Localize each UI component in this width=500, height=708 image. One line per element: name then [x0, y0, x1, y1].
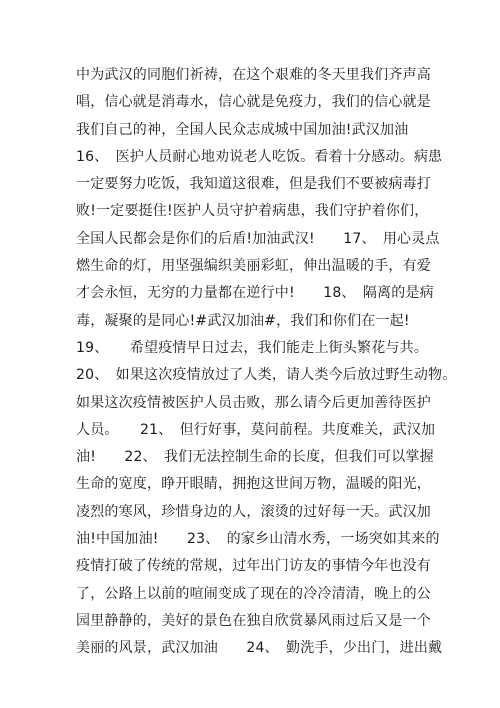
text-line: 一定要努力吃饭，我知道这很难，但是我们不要被病毒打	[76, 176, 431, 193]
text-line: 疫情打破了传统的常规，过年出门访友的事情今年也没有	[76, 558, 431, 575]
text-line: 才会永恒，无穷的力量都在逆行中! 18、 隔离的是病	[76, 285, 434, 302]
text-line: 生命的宽度，睁开眼睛，拥抱这世间万物，温暖的阳光，	[76, 476, 431, 493]
text-line: 燃生命的灯，用坚强编织美丽彩虹，伸出温暖的手，有爱	[76, 258, 431, 275]
text-line: 园里静静的，美好的景色在独自欣赏暴风雨过后又是一个	[76, 612, 431, 629]
text-line: 19、 希望疫情早日过去，我们能走上街头繁花与共。	[76, 339, 429, 356]
text-line: 败!一定要挺住!医护人员守护着病患，我们守护着你们，	[76, 203, 429, 220]
text-line: 20、 如果这次疫情放过了人类，请人类今后放过野生动物。	[76, 367, 457, 384]
text-line: 中为武汉的同胞们祈祷，在这个艰难的冬天里我们齐声高	[76, 67, 431, 83]
text-line: 人员。 21、 但行好事，莫问前程。共度难关，武汉加	[76, 421, 436, 438]
text-line: 16、 医护人员耐心地劝说老人吃饭。看着十分感动。病患	[76, 148, 443, 165]
text-line: 全国人民都会是你们的后盾!加油武汉! 17、 用心灵点	[76, 230, 440, 247]
text-line: 毒，凝聚的是同心!#武汉加油#，我们和你们在一起!	[76, 312, 410, 329]
text-line: 美丽的风景，武汉加油 24、 勤洗手，少出门，进出戴	[76, 640, 443, 657]
body-text	[76, 62, 457, 663]
text-line: 凌烈的寒风，珍惜身边的人，滚烫的过好每一天。武汉加	[76, 503, 431, 520]
text-line: 油!中国加油! 23、 的家乡山清水秀，一场突如其来的	[76, 531, 440, 548]
text-line: 如果这次疫情被医护人员击败，那么请今后更加善待医护	[76, 394, 431, 411]
text-line: 油! 22、 我们无法控制生命的长度，但我们可以掌握	[76, 449, 434, 466]
text-line: 我们自己的神，全国人民众志成城中国加油!武汉加油	[76, 121, 409, 138]
text-line: 唱，信心就是消毒水，信心就是免疫力，我们的信心就是	[76, 94, 431, 111]
text-line: 了，公路上以前的喧闹变成了现在的冷冷清清，晚上的公	[76, 585, 431, 602]
